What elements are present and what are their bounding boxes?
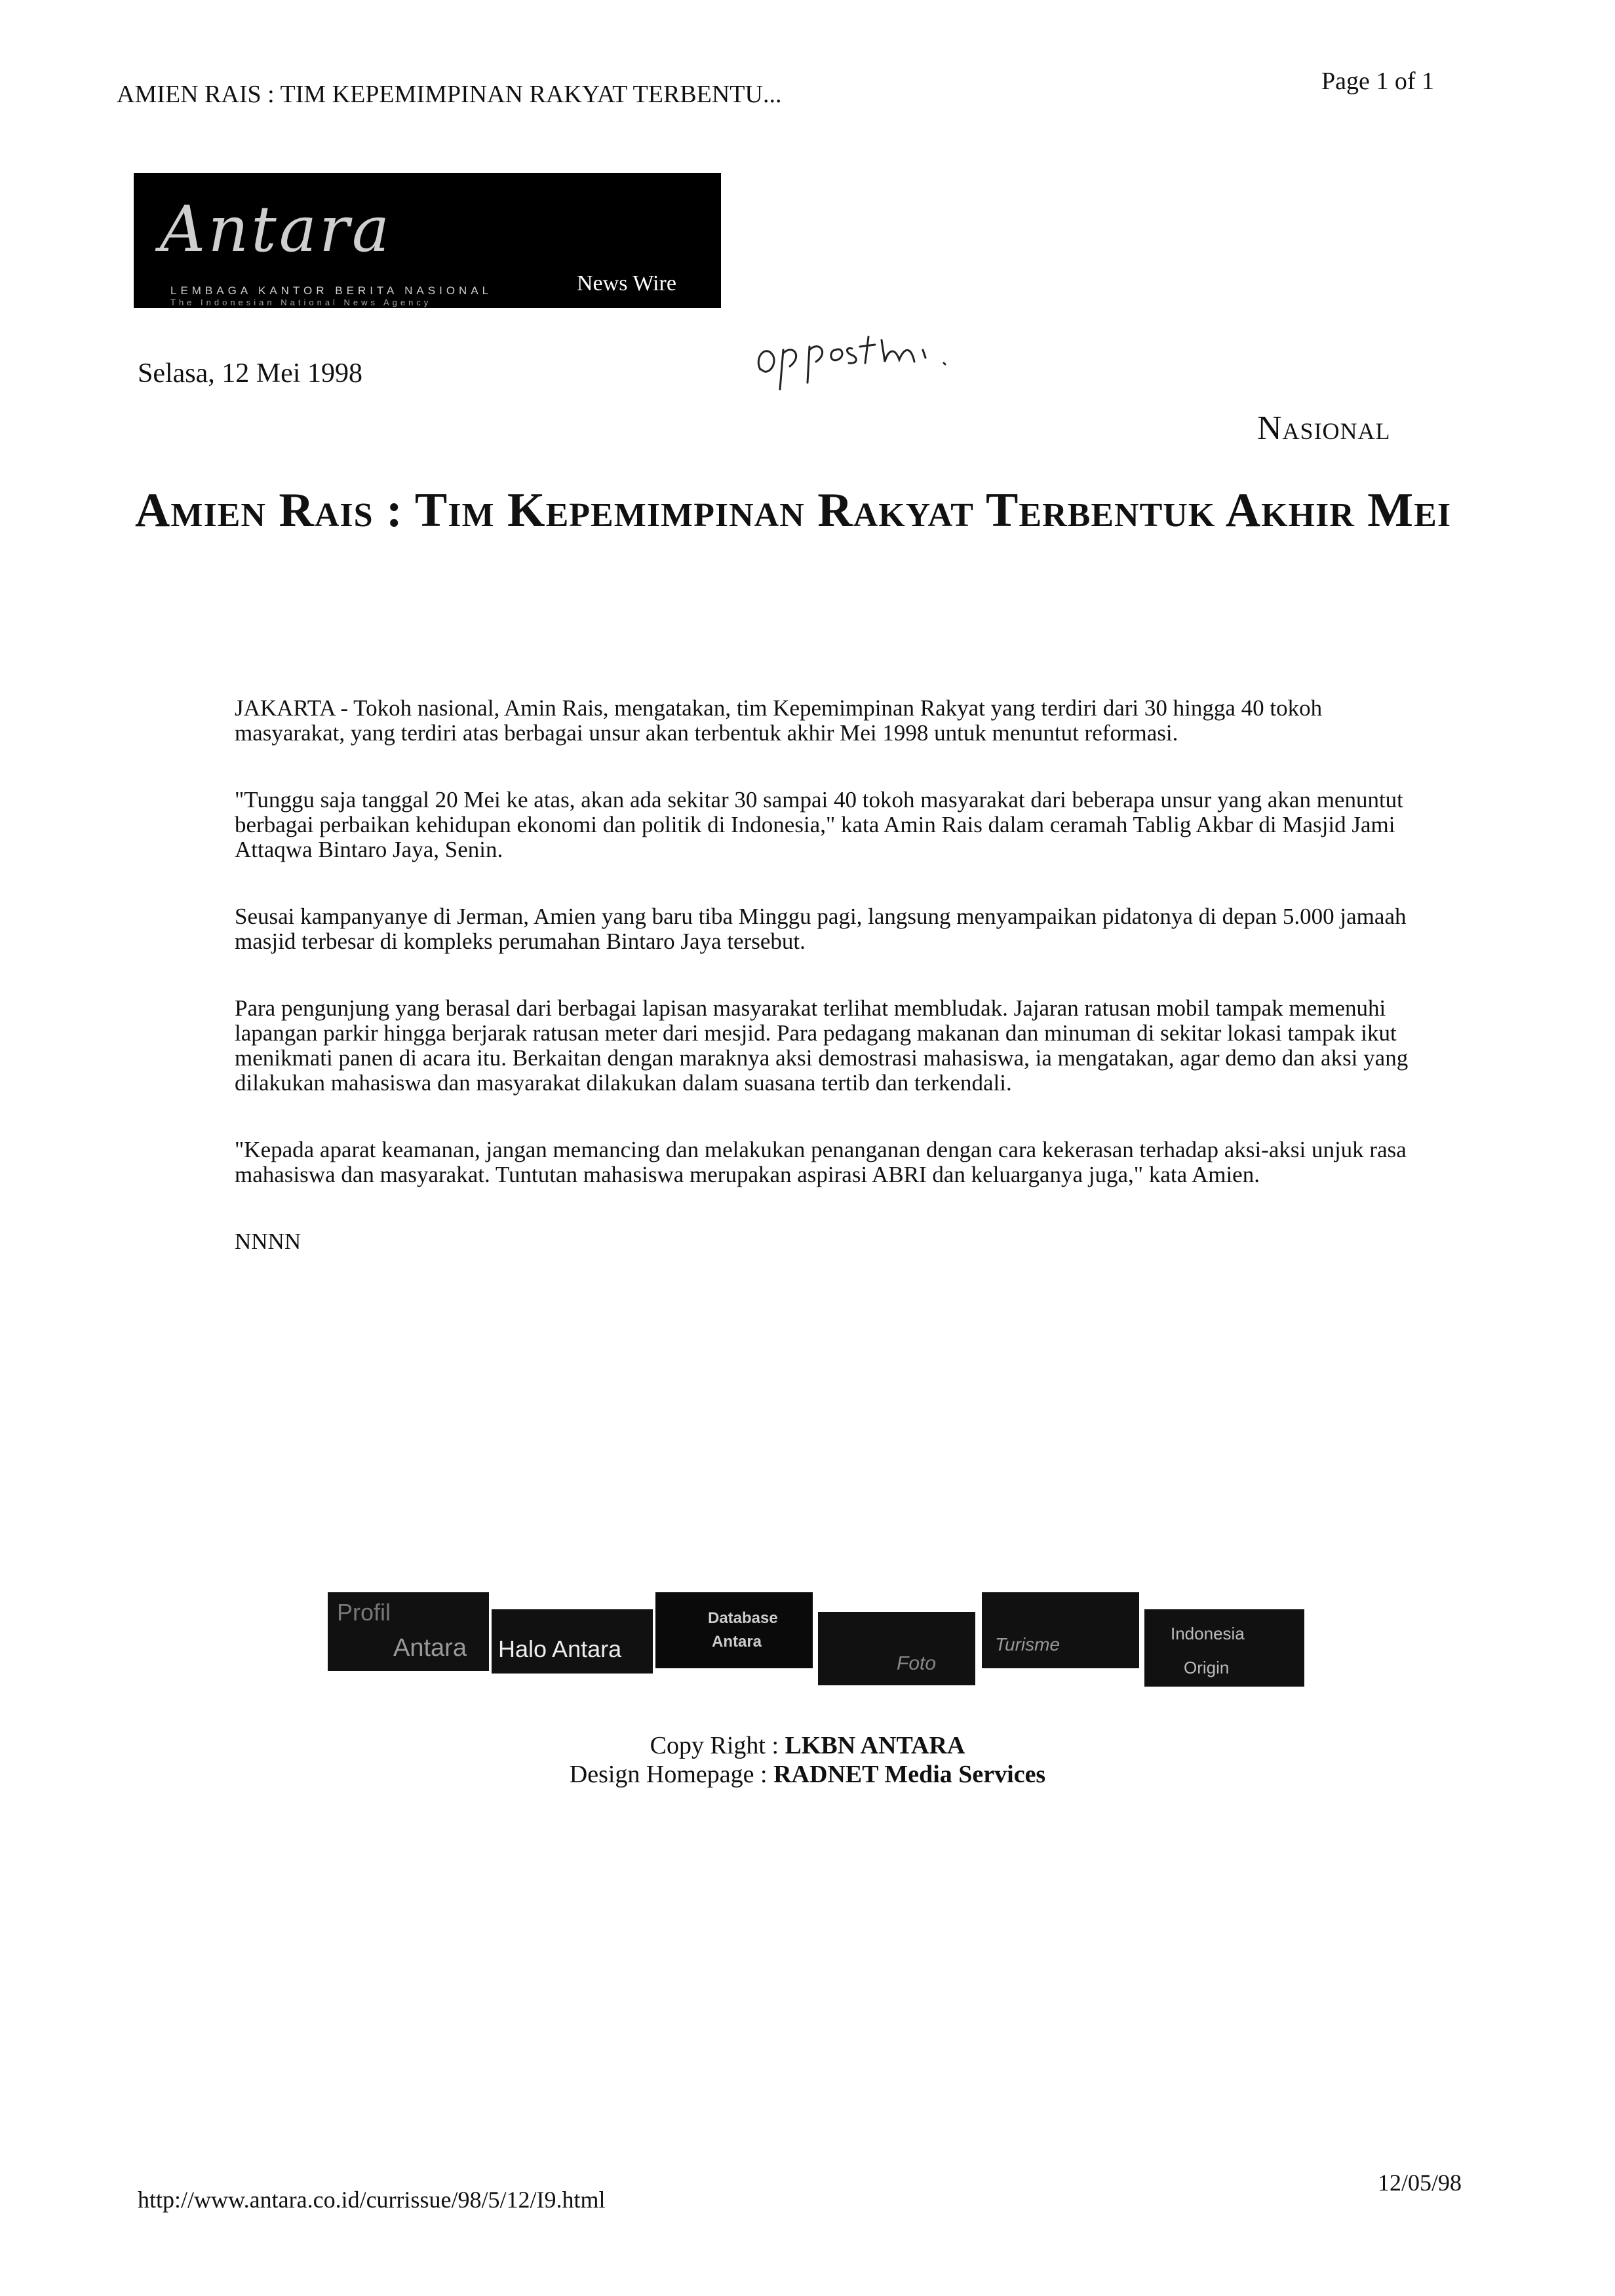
credits (0, 1731, 1615, 1789)
site-navigation (328, 1592, 1311, 1691)
nav-profil-antara-button[interactable] (328, 1592, 489, 1671)
article-paragraph: JAKARTA - Tokoh nasional, Amin Rais, mengatakan, tim Kepemimpinan Rakyat yang terdiri dari 30 hingga 40 tokoh masyarakat, yang terdiri atas berbagai unsur akan terbentuk akhir Mei 1998 untuk menuntut reformasi. (235, 695, 1323, 746)
nav-label: Origin (1184, 1658, 1230, 1677)
page-url: http://www.antara.co.id/currissue/98/5/12/I9.html (138, 2187, 606, 2213)
nav-label: Profil (337, 1599, 391, 1626)
nav-indonesia-origin-button[interactable] (1144, 1609, 1304, 1687)
nav-label: Foto (897, 1653, 937, 1674)
copyright-line (0, 1731, 1615, 1760)
print-date: 12/05/98 (1378, 2170, 1462, 2196)
nav-label: Indonesia (1171, 1624, 1245, 1643)
design-line (0, 1760, 1615, 1789)
banner-subtitle-english: The Indonesian National News Agency (170, 297, 432, 307)
article-paragraph: Para pengunjung yang berasal dari berbagai lapisan masyarakat terlihat membludak. Jajaran ratusan mobil tampak memenuhi lapangan parkir hingga berjarak ratusan meter dari mesjid. Para pedagang makanan dan minuman di sekitar lokasi tampak ikut menikmati panen di acara itu. Berkaitan dengan maraknya aksi demostrasi mahasiswa, ia mengatakan, agar demo dan aksi yang dilakukan mahasiswa dan masyarakat dilakukan dalam suasana tertib dan terkendali. (235, 995, 1409, 1096)
nav-turisme-button[interactable] (982, 1592, 1139, 1668)
section-label: Nasional (1257, 410, 1391, 447)
antara-banner[interactable] (134, 173, 721, 308)
print-header-title: AMIEN RAIS : TIM KEPEMIMPINAN RAKYAT TERBENTU... (117, 81, 782, 108)
article-date: Selasa, 12 Mei 1998 (138, 358, 362, 389)
headline: Amien Rais : Tim Kepemimpinan Rakyat Terbentuk Akhir Mei (134, 484, 1452, 537)
article-paragraph: Seusai kampanyanye di Jerman, Amien yang baru tiba Minggu pagi, langsung menyampaikan pidatonya di depan 5.000 jamaah masjid terbesar di kompleks perumahan Bintaro Jaya tersebut. (235, 904, 1407, 954)
handwritten-annotation (747, 311, 996, 399)
design-credit: RADNET Media Services (773, 1761, 1046, 1788)
nav-halo-antara-button[interactable] (492, 1609, 653, 1674)
nav-label: Halo Antara (498, 1636, 622, 1662)
nav-label: Antara (393, 1634, 467, 1662)
article-paragraph: "Kepada aparat keamanan, jangan memancing dan melakukan penanganan dengan cara kekerasan terhadap aksi-aksi unjuk rasa mahasiswa dan masyarakat. Tuntutan mahasiswa merupakan aspirasi ABRI dan keluarganya juga," kata Amien. (235, 1137, 1407, 1187)
article-paragraph: "Tunggu saja tanggal 20 Mei ke atas, akan ada sekitar 30 sampai 40 tokoh masyarakat dari beberapa unsur yang akan menuntut berbagai perbaikan kehidupan ekonomi dan politik di Indonesia," kata Amin Rais dalam ceramah Tablig Akbar di Masjid Jami Attaqwa Bintaro Jaya, Senin. (235, 787, 1403, 862)
nav-database-antara-button[interactable] (655, 1592, 813, 1668)
article-body (235, 696, 1434, 1296)
nav-label: Antara (712, 1633, 762, 1651)
banner-subtitle: LEMBAGA KANTOR BERITA NASIONAL (170, 284, 493, 297)
nav-label: Turisme (995, 1634, 1060, 1655)
copyright-holder: LKBN ANTARA (785, 1732, 965, 1759)
design-label: Design Homepage : (569, 1761, 774, 1788)
news-wire-label: News Wire (577, 271, 676, 296)
copyright-label: Copy Right : (650, 1732, 785, 1759)
nav-foto-button[interactable] (818, 1612, 975, 1685)
end-marker: NNNN (235, 1229, 302, 1254)
nav-label: Database (708, 1609, 778, 1627)
antara-logo: Antara (160, 193, 393, 266)
page-number: Page 1 of 1 (1321, 67, 1435, 95)
